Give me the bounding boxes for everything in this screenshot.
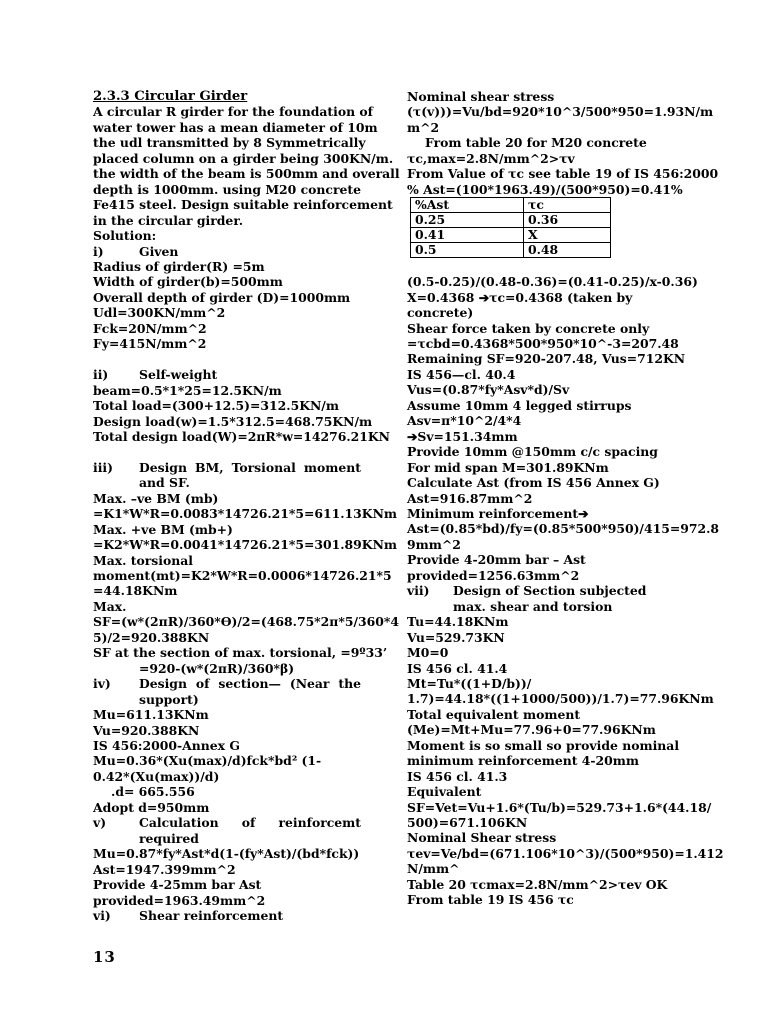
step-title: Self-weight xyxy=(139,367,218,383)
calc-line: Shear force taken by concrete only xyxy=(407,320,650,336)
calc-line: Provide 10mm @150mm c/c spacing xyxy=(407,444,658,460)
calc-line: moment(mt)=K2*W*R=0.0006*14726.21*5 xyxy=(93,568,392,584)
table-cell: X xyxy=(524,228,611,243)
calc-line: SF at the section of max. torsional, =9º33’ xyxy=(93,645,388,661)
problem-line: placed column on a girder being 300KN/m. xyxy=(93,150,394,166)
given-line: Fy=415N/mm^2 xyxy=(93,336,207,352)
calc-line: For mid span M=301.89KNm xyxy=(407,459,609,475)
calc-line: τc,max=2.8N/mm^2>τv xyxy=(407,150,575,166)
table-cell: 0.41 xyxy=(411,228,524,243)
calc-line: (0.5-0.25)/(0.48-0.36)=(0.41-0.25)/x-0.36) xyxy=(407,274,698,290)
step-reinforcement xyxy=(93,815,361,846)
step-number: iii) xyxy=(93,459,113,475)
calc-line: τev=Ve/bd=(671.106*10^3)/(500*950)=1.412 xyxy=(407,845,724,861)
calc-line: (τ(v)))=Vu/bd=920*10^3/500*950=1.93N/m xyxy=(407,104,714,120)
calc-line: Mu=0.87*fy*Ast*d(1-(fy*Ast)/(bd*fck)) xyxy=(93,846,360,862)
calc-line: 5)/2=920.388KN xyxy=(93,629,210,645)
problem-line: the udl transmitted by 8 Symmetrically xyxy=(93,135,366,151)
step-given xyxy=(93,244,361,259)
step-title: Calculation of reinforcemt required xyxy=(139,815,361,846)
calc-line: minimum reinforcement 4-20mm xyxy=(407,753,640,769)
problem-line: A circular R girder for the foundation of xyxy=(93,104,374,120)
calc-line: % Ast=(100*1963.49)/(500*950)=0.41% xyxy=(407,181,683,197)
calc-line: =τcbd=0.4368*500*950*10^-3=207.48 xyxy=(407,335,679,351)
step-shear xyxy=(93,908,361,923)
calc-line: beam=0.5*1*25=12.5KN/m xyxy=(93,382,282,398)
calc-line: Calculate Ast (from IS 456 Annex G) xyxy=(407,475,660,491)
calc-line: =K2*W*R=0.0041*14726.21*5=301.89KNm xyxy=(93,537,398,553)
step-design-bm xyxy=(93,460,361,491)
calc-line: Vu=529.73KN xyxy=(407,629,505,645)
table-row xyxy=(411,228,611,243)
calc-line: Assume 10mm 4 legged stirrups xyxy=(407,397,632,413)
calc-line: =44.18KNm xyxy=(93,583,178,599)
step-shear-torsion xyxy=(407,583,677,614)
table-cell: 0.25 xyxy=(411,213,524,228)
calc-line: 0.42*(Xu(max))/d) xyxy=(93,768,220,784)
given-line: Width of girder(b)=500mm xyxy=(93,274,283,290)
calc-line: Total equivalent moment xyxy=(407,706,581,722)
left-column xyxy=(93,89,400,923)
calc-line: M0=0 xyxy=(407,645,449,661)
calc-line: 500)=671.106KN xyxy=(407,815,528,831)
calc-line: Ast=1947.399mm^2 xyxy=(93,861,236,877)
calc-line: IS 456—cl. 40.4 xyxy=(407,366,516,382)
calc-line: Max. +ve BM (mb+) xyxy=(93,521,233,537)
calc-line: Provide 4-20mm bar – Ast xyxy=(407,552,586,568)
table-header-row xyxy=(411,198,611,213)
calc-line: Nominal Shear stress xyxy=(407,830,557,846)
step-title: Design of section— (Near the support) xyxy=(139,676,361,707)
calc-line: Remaining SF=920-207.48, Vus=712KN xyxy=(407,351,686,367)
calc-line: IS 456:2000-Annex G xyxy=(93,738,240,753)
calc-line: Mu=0.36*(Xu(max)/d)fck*bd² (1- xyxy=(93,753,322,769)
step-title: Design of Section subjected max. shear and torsion xyxy=(453,583,647,614)
problem-line: the width of the beam is 500mm and overall xyxy=(93,166,400,182)
calc-line: IS 456 cl. 41.3 xyxy=(407,768,508,784)
table-cell: 0.48 xyxy=(524,243,611,258)
calc-line: Total load=(300+12.5)=312.5KN/m xyxy=(93,398,339,414)
calc-line: 9mm^2 xyxy=(407,536,461,552)
calc-line: concrete) xyxy=(407,305,474,321)
calc-line: Table 20 τcmax=2.8N/mm^2>τev OK xyxy=(407,876,668,892)
given-line: Radius of girder(R) =5m xyxy=(93,258,265,274)
given-line: Fck=20N/mm^2 xyxy=(93,320,207,336)
step-number: vi) xyxy=(93,907,111,923)
section-heading: 2.3.3 Circular Girder xyxy=(93,89,248,104)
calc-line: SF=(w*(2πR)/360*ϴ)/2=(468.75*2π*5/360*4 xyxy=(93,614,399,630)
calc-line: provided=1963.49mm^2 xyxy=(93,892,266,908)
given-line: Overall depth of girder (D)=1000mm xyxy=(93,289,351,305)
calc-line: Mt=Tu*((1+D/b))/ xyxy=(407,675,532,691)
step-design-section xyxy=(93,676,361,707)
calc-line: Max. torsional xyxy=(93,552,193,568)
right-column xyxy=(407,89,724,908)
calc-line: m^2 xyxy=(407,119,440,135)
calc-line: N/mm^ xyxy=(407,861,460,877)
problem-line: Fe415 steel. Design suitable reinforcement xyxy=(93,197,393,213)
table-cell: 0.5 xyxy=(411,243,524,258)
calc-line: Adopt d=950mm xyxy=(93,799,210,815)
spacer xyxy=(93,444,361,459)
calc-line: Minimum reinforcement➔ xyxy=(407,505,589,521)
calc-line: Asv=π*10^2/4*4 xyxy=(407,413,522,429)
step-number: v) xyxy=(93,815,107,831)
calc-line: Ast=916.87mm^2 xyxy=(407,490,533,506)
calc-line: Design load(w)=1.5*312.5=468.75KN/m xyxy=(93,413,373,429)
step-title: Shear reinforcement xyxy=(139,907,284,923)
given-line: Udl=300KN/mm^2 xyxy=(93,305,226,321)
calc-line: Total design load(W)=2πR*w=14276.21KN xyxy=(93,428,391,444)
step-number: vii) xyxy=(407,583,430,599)
table-row xyxy=(411,243,611,258)
table-cell: 0.36 xyxy=(524,213,611,228)
spacer xyxy=(93,352,361,367)
calc-line: X=0.4368 ➔τc=0.4368 (taken by xyxy=(407,289,633,305)
table-row xyxy=(411,213,611,228)
calc-line: Max. xyxy=(93,598,127,614)
calc-line: =K1*W*R=0.0083*14726.21*5=611.13KNm xyxy=(93,506,398,522)
calc-line: From Value of τc see table 19 of IS 456:2000 xyxy=(407,166,719,182)
calc-line: SF=Vet=Vu+1.6*(Tu/b)=529.73+1.6*(44.18/ xyxy=(407,799,712,815)
calc-line: Max. –ve BM (mb) xyxy=(93,490,219,506)
calc-line: From table 20 for M20 concrete xyxy=(425,135,647,151)
page-number: 13 xyxy=(93,948,116,966)
calc-line: ➔Sv=151.34mm xyxy=(407,428,518,444)
calc-line: .d= 665.556 xyxy=(111,784,195,800)
calc-line: From table 19 IS 456 τc xyxy=(407,892,574,908)
ast-tau-table xyxy=(410,197,611,258)
calc-line: Mu=611.13KNm xyxy=(93,707,209,723)
calc-line: Tu=44.18KNm xyxy=(407,614,509,630)
calc-line: Equivalent xyxy=(407,784,482,800)
calc-line: Ast=(0.85*bd)/fy=(0.85*500*950)/415=972.8 xyxy=(407,521,720,537)
calc-line: Vu=920.388KN xyxy=(93,722,200,738)
calc-line: provided=1256.63mm^2 xyxy=(407,567,580,583)
calc-line: (Me)=Mt+Mu=77.96+0=77.96KNm xyxy=(407,722,656,738)
calc-line: IS 456 cl. 41.4 xyxy=(407,660,508,676)
problem-line: water tower has a mean diameter of 10m xyxy=(93,119,378,135)
calc-line: 1.7)=44.18*((1+1000/500))/1.7)=77.96KNm xyxy=(407,691,714,707)
step-number: iv) xyxy=(93,676,111,692)
problem-line: in the circular girder. xyxy=(93,212,244,228)
calc-line: =920-(w*(2πR)/360*β) xyxy=(139,660,295,676)
step-number: i) xyxy=(93,243,104,259)
step-number: ii) xyxy=(93,367,109,383)
calc-line: Vus=(0.87*fy*Asv*d)/Sv xyxy=(407,382,570,398)
problem-line: depth is 1000mm. using M20 concrete xyxy=(93,181,361,197)
solution-label: Solution: xyxy=(93,228,157,244)
step-self-weight xyxy=(93,367,361,382)
calc-line: Provide 4-25mm bar Ast xyxy=(93,877,262,893)
step-title: Design BM, Torsional moment and SF. xyxy=(139,459,361,491)
spacer xyxy=(407,258,677,274)
calc-line: Moment is so small so provide nominal xyxy=(407,737,680,753)
table-cell: %Ast xyxy=(411,198,524,213)
calc-line: Nominal shear stress xyxy=(407,89,555,104)
step-title: Given xyxy=(139,243,179,259)
table-cell: τc xyxy=(524,198,611,213)
